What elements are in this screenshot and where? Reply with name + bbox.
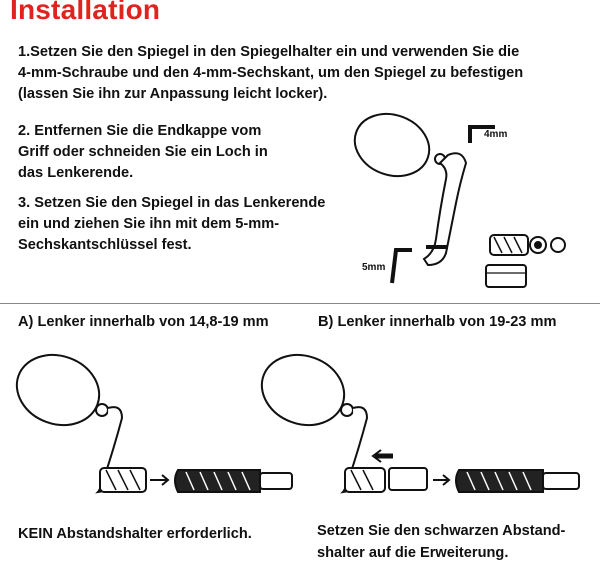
section-divider <box>0 303 600 304</box>
step-1-text: 1.Setzen Sie den Spiegel in den Spiegelhalter ein und verwenden Sie die 4-mm-Schraube und den 4-mm-Sechskant, um den Spiegel zu befestigen (lassen Sie ihn zur Anpassung leicht locker). <box>18 44 524 102</box>
option-b-note: Setzen Sie den schwarzen Abstand- shalter auf die Erweiterung. <box>317 523 566 561</box>
arrow-right-icon <box>433 475 449 485</box>
hex-key-5mm-icon <box>392 250 412 283</box>
option-a-note: KEIN Abstandshalter erforderlich. <box>18 526 252 542</box>
option-b-heading: B) Lenker innerhalb von 19-23 mm <box>318 314 557 330</box>
arrow-right-icon <box>150 475 168 485</box>
expander-parts <box>486 235 565 287</box>
option-a-heading: A) Lenker innerhalb von 14,8-19 mm <box>18 314 269 330</box>
mirror-glass <box>7 344 109 437</box>
label-5mm: 5mm <box>362 262 386 273</box>
handlebar-tube <box>543 473 579 489</box>
step-3-text: 3. Setzen Sie den Spiegel in das Lenkerende ein und ziehen Sie ihn mit dem 5-mm- Sechskantschlüssel fest. <box>18 195 326 253</box>
mirror-pivot <box>341 404 353 416</box>
mirror-glass <box>346 104 438 186</box>
step-2-text: 2. Entfernen Sie die Endkappe vom Griff oder schneiden Sie ein Loch in das Lenkerende. <box>18 123 268 181</box>
option-b-illustration <box>255 350 590 510</box>
mirror-pivot <box>96 404 108 416</box>
label-4mm: 4mm <box>484 129 508 140</box>
black-spacer <box>389 468 427 490</box>
page-title: Installation <box>10 0 161 25</box>
mirror-glass <box>252 344 354 437</box>
